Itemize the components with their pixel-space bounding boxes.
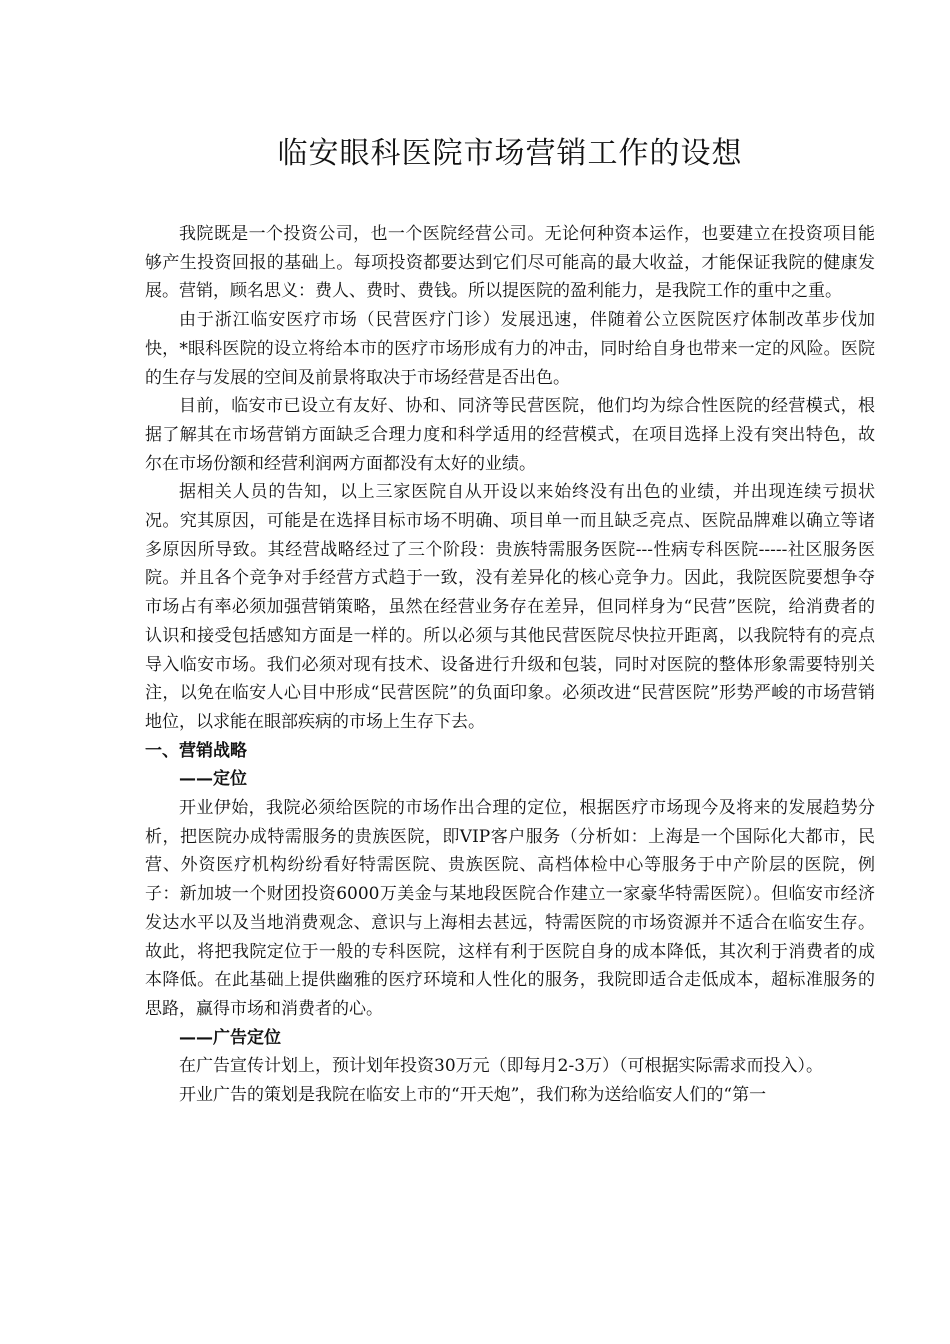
document-title: 临安眼科医院市场营销工作的设想 bbox=[277, 136, 743, 172]
body-paragraph-4: 据相关人员的告知，以上三家医院自从开设以来始终没有出色的业绩，并出现连续亏损状况。究其原因，可能是在选择目标市场不明确、项目单一而且缺乏亮点、医院品牌难以确立等诸多原因所导致。其经营战略经过了三个阶段：贵族特需服务医院---性病专科医院-----社区服务医院。并且各个竞争对手经营方式趋于一致，没有差异化的核心竞争力。因此，我院医院要想争夺市场占有率必须加强营销策略，虽然在经营业务存在差异，但同样身为“民营”医院，给消费者的认识和接受包括感知方面是一样的。所以必须与其他民营医院尽快拉开距离，以我院特有的亮点导入临安市场。我们必须对现有技术、设备进行升级和包装，同时对医院的整体形象需要特别关注，以免在临安人心目中形成“民营医院”的负面印象。必须改进“民营医院”形势严峻的市场营销地位，以求能在眼部疾病的市场上生存下去。 bbox=[145, 482, 875, 732]
ad-paragraph-1: 在广告宣传计划上，预计划年投资30万元（即每月2-3万）（可根据实际需求而投入）。 bbox=[179, 1056, 824, 1077]
body-paragraph-3: 目前，临安市已设立有友好、协和、同济等民营医院，他们均为综合性医院的经营模式，根据了解其在市场营销方面缺乏合理力度和科学适用的经营模式，在项目选择上没有突出特色，故尔在市场份额和经营利润两方面都没有太好的业绩。 bbox=[145, 396, 875, 474]
positioning-paragraph: 开业伊始，我院必须给医院的市场作出合理的定位，根据医疗市场现今及将来的发展趋势分析，把医院办成特需服务的贵族医院，即VIP客户服务（分析如：上海是一个国际化大都市，民营、外资医疗机构纷纷看好特需医院、贵族医院、高档体检中心等服务于中产阶层的医院，例子：新加坡一个财团投资6000万美金与某地段医院合作建立一家豪华特需医院）。但临安市经济发达水平以及当地消费观念、意识与上海相去甚远，特需医院的市场资源并不适合在临安生存。故此，将把我院定位于一般的专科医院，这样有利于医院自身的成本降低，其次利于消费者的成本降低。在此基础上提供幽雅的医疗环境和人性化的服务，我院即适合走低成本，超标准服务的思路，赢得市场和消费者的心。 bbox=[145, 798, 875, 1019]
body-paragraph-2: 由于浙江临安医疗市场（民营医疗门诊）发展迅速，伴随着公立医院医疗体制改革步伐加快，*眼科医院的设立将给本市的医疗市场形成有力的冲击，同时给自身也带来一定的风险。医院的生存与发展的空间及前景将取决于市场经营是否出色。 bbox=[145, 310, 875, 388]
body-paragraph-1: 我院既是一个投资公司，也一个医院经营公司。无论何种资本运作，也要建立在投资项目能够产生投资回报的基础上。每项投资都要达到它们尽可能高的最大收益，才能保证我院的健康发展。营销，顾名思义：费人、费时、费钱。所以提医院的盈利能力，是我院工作的重中之重。 bbox=[145, 224, 875, 302]
section-heading-marketing-strategy: 一、营销战略 bbox=[145, 740, 247, 761]
ad-paragraph-2: 开业广告的策划是我院在临安上市的“开天炮”，我们称为送给临安人们的“第一 bbox=[179, 1085, 767, 1106]
subheading-ad-positioning: ——广告定位 bbox=[179, 1027, 281, 1048]
subheading-positioning: ——定位 bbox=[179, 769, 247, 790]
document-body bbox=[145, 220, 875, 1110]
